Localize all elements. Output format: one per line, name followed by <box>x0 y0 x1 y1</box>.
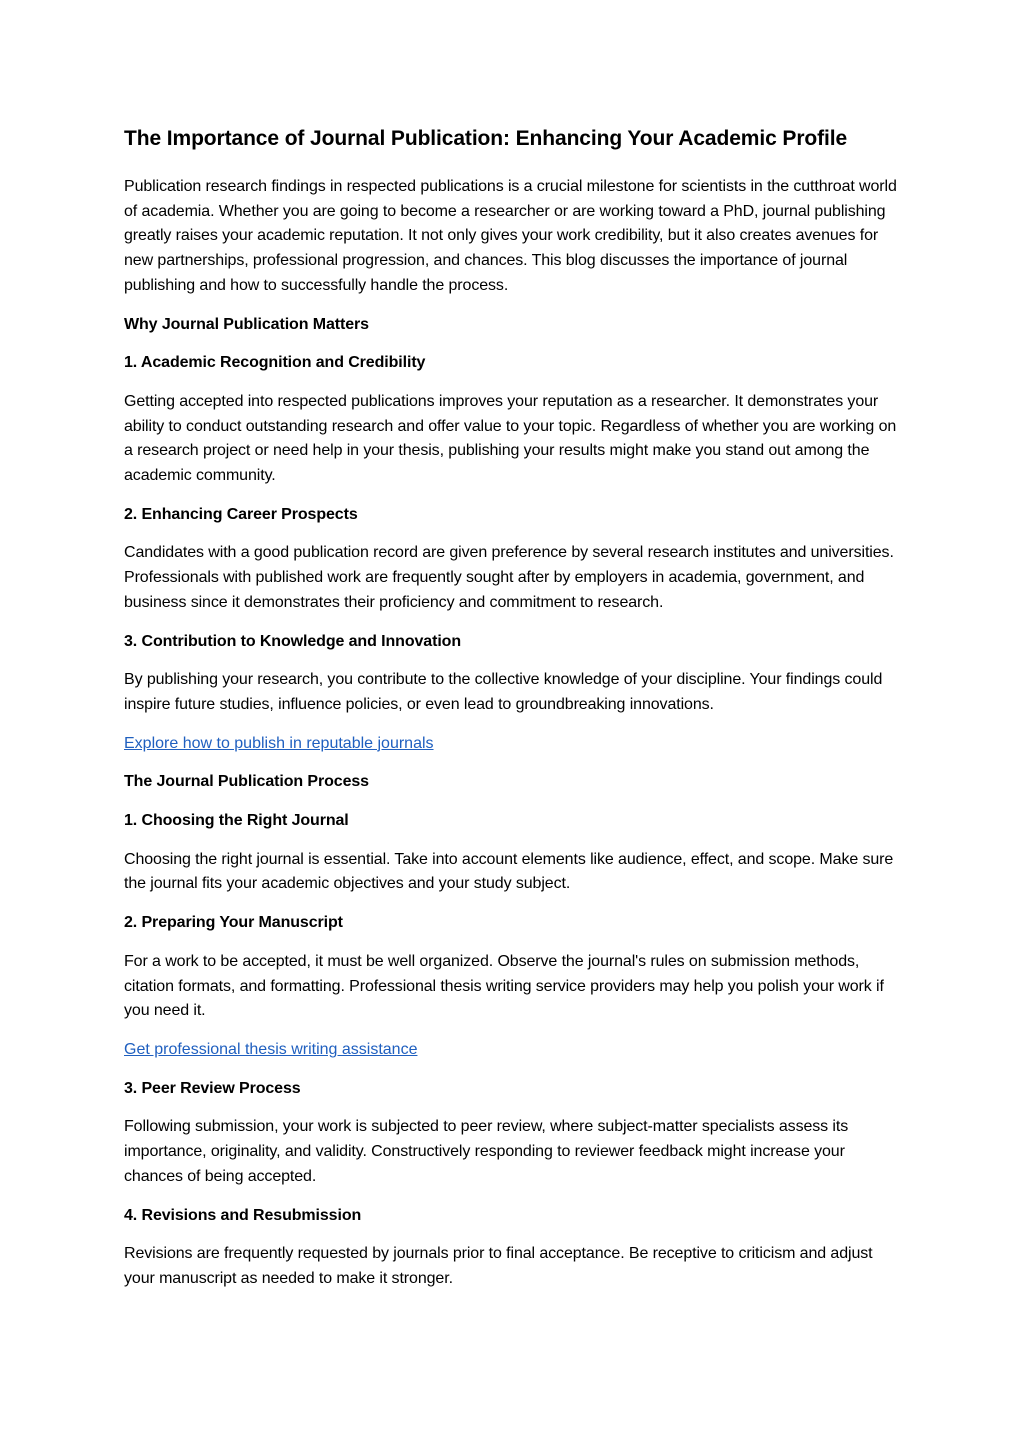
subheading-career: 2. Enhancing Career Prospects <box>124 505 358 523</box>
paragraph-contribution: By publishing your research, you contribute to the collective knowledge of your discipline. Your findings could inspire future studies, influence policies, or even lead to groundbreaking innovations. <box>124 671 883 713</box>
paragraph-choosing: Choosing the right journal is essential. Take into account elements like audience, effect, and scope. Make sure the journal fits your academic objectives and your study subject. <box>124 850 894 893</box>
subheading-choosing: 1. Choosing the Right Journal <box>124 812 349 830</box>
paragraph-preparing: For a work to be accepted, it must be well organized. Observe the journal's rules on submission methods, citation formats, and formatting. Professional thesis writing service providers may help you polish your work if you need it. <box>124 952 884 1020</box>
subheading-contribution: 3. Contribution to Knowledge and Innovation <box>124 632 462 650</box>
subheading-peer-review: 3. Peer Review Process <box>124 1079 301 1097</box>
subheading-revisions: 4. Revisions and Resubmission <box>124 1206 362 1224</box>
explore-journals-link[interactable]: Explore how to publish in reputable journals <box>124 734 434 752</box>
subheading-preparing: 2. Preparing Your Manuscript <box>124 914 343 932</box>
thesis-assistance-link[interactable]: Get professional thesis writing assistance <box>124 1040 418 1058</box>
page-title: The Importance of Journal Publication: Enhancing Your Academic Profile <box>124 127 848 150</box>
intro-paragraph: Publication research findings in respected publications is a crucial milestone for scientists in the cutthroat world of academia. Whether you are going to become a researcher or are working toward a PhD, journal publishing greatly raises your academic reputation. It not only gives your work credibility, but it also creates avenues for new partnerships, professional progression, and chances. This blog discusses the importance of journal publishing and how to successfully handle the process. <box>124 178 897 294</box>
paragraph-revisions: Revisions are frequently requested by journals prior to final acceptance. Be receptive to criticism and adjust your manuscript as needed to make it stronger. <box>124 1245 873 1287</box>
paragraph-career: Candidates with a good publication record are given preference by several research institutes and universities. Professionals with published work are frequently sought after by employers in academia, government, and business since it demonstrates their proficiency and commitment to research. <box>124 544 894 611</box>
subheading-recognition: 1. Academic Recognition and Credibility <box>124 354 426 372</box>
section-heading-process: The Journal Publication Process <box>124 773 369 791</box>
section-heading-why: Why Journal Publication Matters <box>124 315 369 333</box>
document-page <box>124 122 904 1306</box>
paragraph-recognition: Getting accepted into respected publications improves your reputation as a researcher. It demonstrates your ability to conduct outstanding research and offer value to your topic. Regardless of whether you are working on a research project or need help in your thesis, publishing your results might make you stand out among the academic community. <box>124 392 897 485</box>
paragraph-peer-review: Following submission, your work is subjected to peer review, where subject-matter specialists assess its importance, originality, and validity. Constructively responding to reviewer feedback might increase your chances of being accepted. <box>124 1118 849 1185</box>
